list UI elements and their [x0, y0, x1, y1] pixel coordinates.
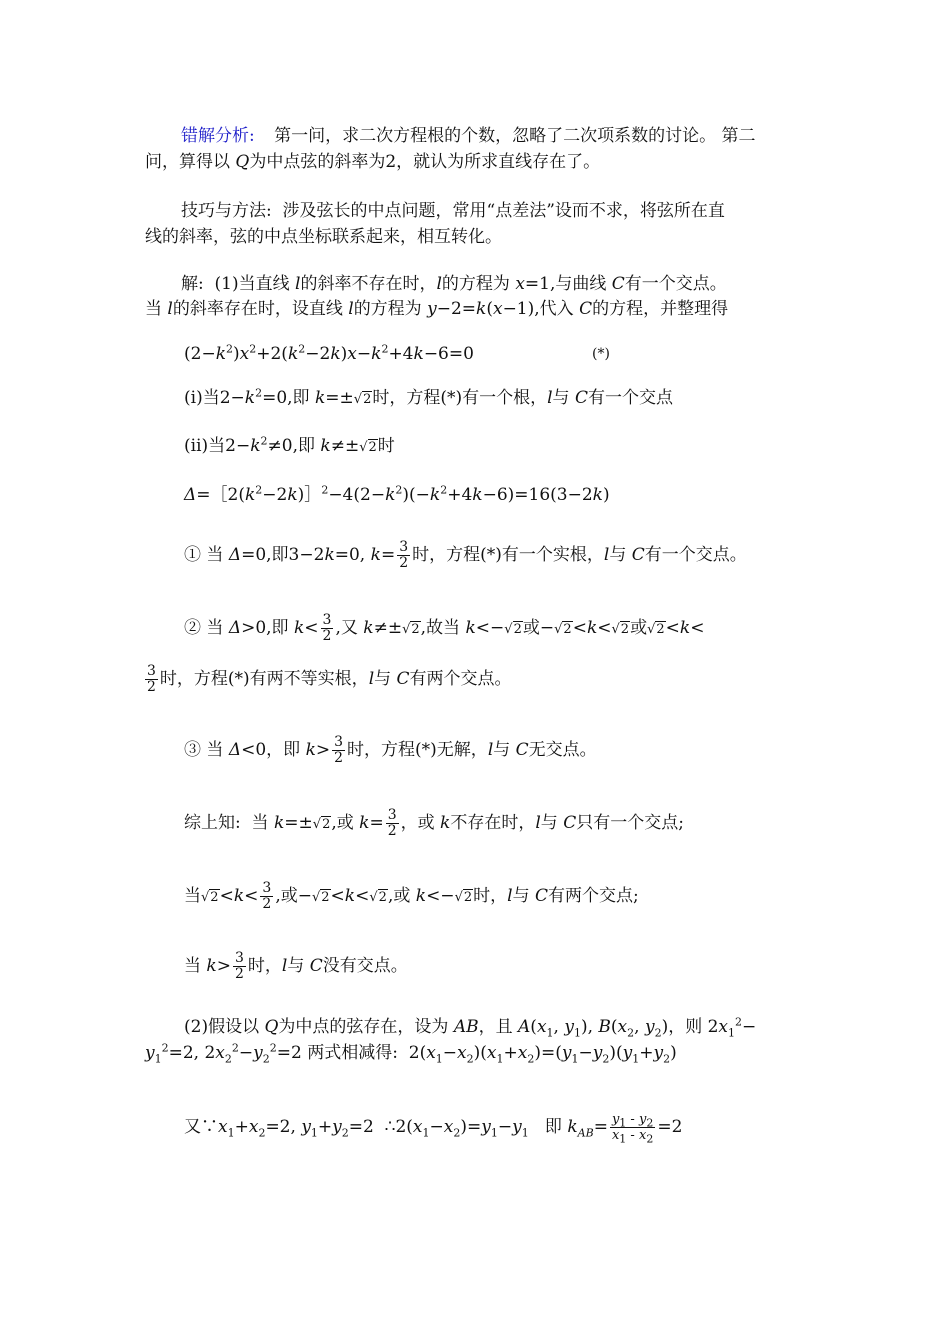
case-i: (ⅰ)当$2-k^2=0$,即 k=±√2时，方程(*)有一个根，l与 C有一个交点 [184, 386, 673, 408]
tip-line-2: 线的斜率，弦的中点坐标联系起来，相互转化。 [145, 227, 502, 247]
summary-1: 综上知: 当 k=±√2,或 k= $\frac{3}{2}$ ，或 k不存在时，l与 C只有一个交点; [184, 807, 684, 839]
solution-2-line-1: (2)假设以 Q为中点的弦存在，设为 AB，且 $A(x_1$, $y_1$), $B(x_2$, $y_2$)，则 $2x_1^2-$ [184, 1015, 757, 1040]
case-ii: (ⅱ)当$2-k^2\ne 0$,即 k≠±√2时 [184, 434, 395, 456]
summary-3: 当 k> $\frac{3}{2}$ 时，l与 C没有交点。 [184, 950, 408, 982]
discriminant: $\Delta=[2(k^2-2k)]^2-4(2-k^2)(-k^2+4k-6)=16(3-2k)$ [184, 483, 610, 505]
error-analysis-text: 第一问，求二次方程根的个数，忽略了二次项系数的讨论。 第二 [274, 126, 756, 146]
subcase-2-line-1: ② 当 Δ>0,即 k< $\frac{3}{2}$ ,又 k≠±√2,故当 k<−√2或−√2<k<√2或√2<k< [184, 612, 705, 644]
subcase-3: ③ 当 Δ<0，即 k> $\frac{3}{2}$ 时，方程(*)无解，l与 C无交点。 [184, 734, 597, 766]
error-analysis-line-2: 问，算得以 Q为中点弦的斜率为2，就认为所求直线存在了。 [145, 152, 601, 172]
solution-2-line-3: 又$\because x_1+x_2=2$, $y_1+y_2=2$ $\therefore 2(x_1-x_2)=y_1-y_1$ 即 $k_{AB}=$ $\frac{y_1 - y_2}{x_1 - x_2}$ =2 [184, 1112, 683, 1146]
error-analysis-line-1 [181, 124, 756, 148]
summary-2: 当√2<k< $\frac{3}{2}$ ,或−√2<k<√2,或 k<−√2时，l与 C有两个交点; [184, 880, 639, 912]
solution-1-line-1: 解: (1)当直线 l的斜率不存在时，l的方程为 x=1,与曲线 C有一个交点。 [181, 274, 727, 294]
quadratic-equation: $(2-k^2)x^2+2(k^2-2k)x-k^2+4k-6=0$ [184, 342, 474, 364]
equation-tag: (*) [592, 346, 610, 362]
solution-1-line-2: 当 l的斜率存在时，设直线 l的方程为 y−2=k(x−1),代入 C的方程，并整理得 [145, 299, 729, 319]
tip-line-1: 技巧与方法: 涉及弦长的中点问题，常用“点差法”设而不求，将弦所在直 [181, 201, 725, 221]
subcase-2-line-2: $\frac{3}{2}$ 时，方程(*)有两不等实根，l与 C有两个交点。 [147, 663, 512, 695]
subcase-1: ① 当 Δ=0,即3−2k=0, k= $\frac{3}{2}$ 时，方程(*)有一个实根，l与 C有一个交点。 [184, 539, 747, 571]
solution-2-line-2: $y_1^2=2$, $2x_2^2-y_2^2=2$ 两式相减得: $2(x_1-x_2)(x_1+x_2)=(y_1-y_2)(y_1+y_2)$ [145, 1041, 677, 1066]
error-analysis-label: 错解分析: [181, 126, 255, 146]
